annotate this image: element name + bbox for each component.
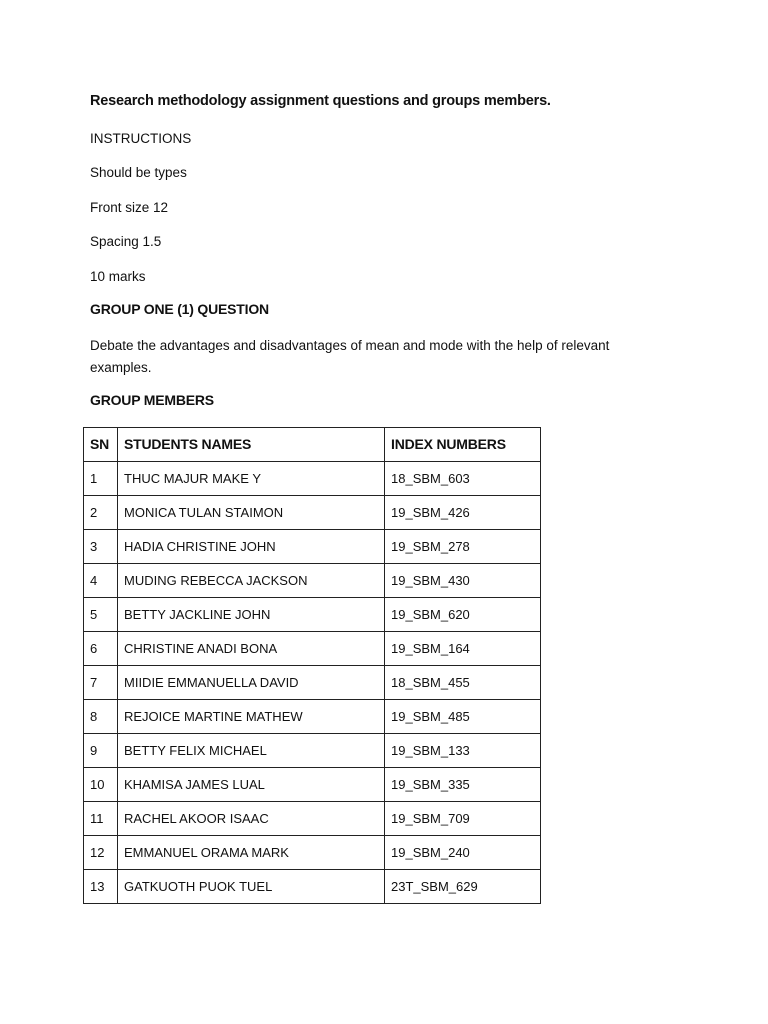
cell-index-number: 19_SBM_620 [385,598,541,632]
cell-sn: 12 [84,836,118,870]
cell-index-number: 18_SBM_455 [385,666,541,700]
cell-index-number: 23T_SBM_629 [385,870,541,904]
cell-index-number: 19_SBM_430 [385,564,541,598]
cell-index-number: 19_SBM_709 [385,802,541,836]
cell-sn: 6 [84,632,118,666]
table-header-row [84,428,541,462]
table-row [84,462,541,496]
instruction-item: Spacing 1.5 [90,234,162,249]
cell-student-name: BETTY JACKLINE JOHN [118,598,385,632]
cell-student-name: CHRISTINE ANADI BONA [118,632,385,666]
instruction-item: 10 marks [90,269,146,284]
cell-index-number: 19_SBM_133 [385,734,541,768]
cell-index-number: 19_SBM_426 [385,496,541,530]
cell-student-name: THUC MAJUR MAKE Y [118,462,385,496]
question-text: Debate the advantages and disadvantages of mean and mode with the help of relevant examples. [90,338,610,375]
table-row [84,734,541,768]
cell-index-number: 19_SBM_164 [385,632,541,666]
instruction-item: Should be types [90,165,187,180]
table-row [84,836,541,870]
header-student-names: STUDENTS NAMES [118,428,385,462]
cell-student-name: KHAMISA JAMES LUAL [118,768,385,802]
cell-student-name: RACHEL AKOOR ISAAC [118,802,385,836]
table-row [84,632,541,666]
table-row [84,870,541,904]
cell-sn: 3 [84,530,118,564]
table-row [84,530,541,564]
cell-student-name: REJOICE MARTINE MATHEW [118,700,385,734]
cell-student-name: MIIDIE EMMANUELLA DAVID [118,666,385,700]
cell-student-name: EMMANUEL ORAMA MARK [118,836,385,870]
table-row [84,564,541,598]
table-row [84,768,541,802]
document-title: Research methodology assignment questions and groups members. [90,93,551,109]
table-row [84,700,541,734]
cell-student-name: MONICA TULAN STAIMON [118,496,385,530]
cell-index-number: 19_SBM_240 [385,836,541,870]
cell-sn: 9 [84,734,118,768]
members-table [83,427,541,904]
cell-index-number: 19_SBM_485 [385,700,541,734]
cell-index-number: 18_SBM_603 [385,462,541,496]
members-table-body [84,462,541,904]
table-row [84,598,541,632]
cell-student-name: GATKUOTH PUOK TUEL [118,870,385,904]
header-sn: SN [84,428,118,462]
cell-sn: 2 [84,496,118,530]
group-members-heading: GROUP MEMBERS [90,392,214,408]
cell-sn: 10 [84,768,118,802]
cell-sn: 7 [84,666,118,700]
cell-index-number: 19_SBM_278 [385,530,541,564]
cell-sn: 8 [84,700,118,734]
table-row [84,666,541,700]
instructions-heading: INSTRUCTIONS [90,131,192,146]
cell-index-number: 19_SBM_335 [385,768,541,802]
cell-sn: 5 [84,598,118,632]
cell-student-name: BETTY FELIX MICHAEL [118,734,385,768]
cell-student-name: MUDING REBECCA JACKSON [118,564,385,598]
cell-sn: 11 [84,802,118,836]
header-index-numbers: INDEX NUMBERS [385,428,541,462]
group-question-heading: GROUP ONE (1) QUESTION [90,301,269,317]
cell-sn: 4 [84,564,118,598]
cell-sn: 13 [84,870,118,904]
table-row [84,496,541,530]
cell-sn: 1 [84,462,118,496]
cell-student-name: HADIA CHRISTINE JOHN [118,530,385,564]
table-row [84,802,541,836]
instruction-item: Front size 12 [90,200,169,215]
